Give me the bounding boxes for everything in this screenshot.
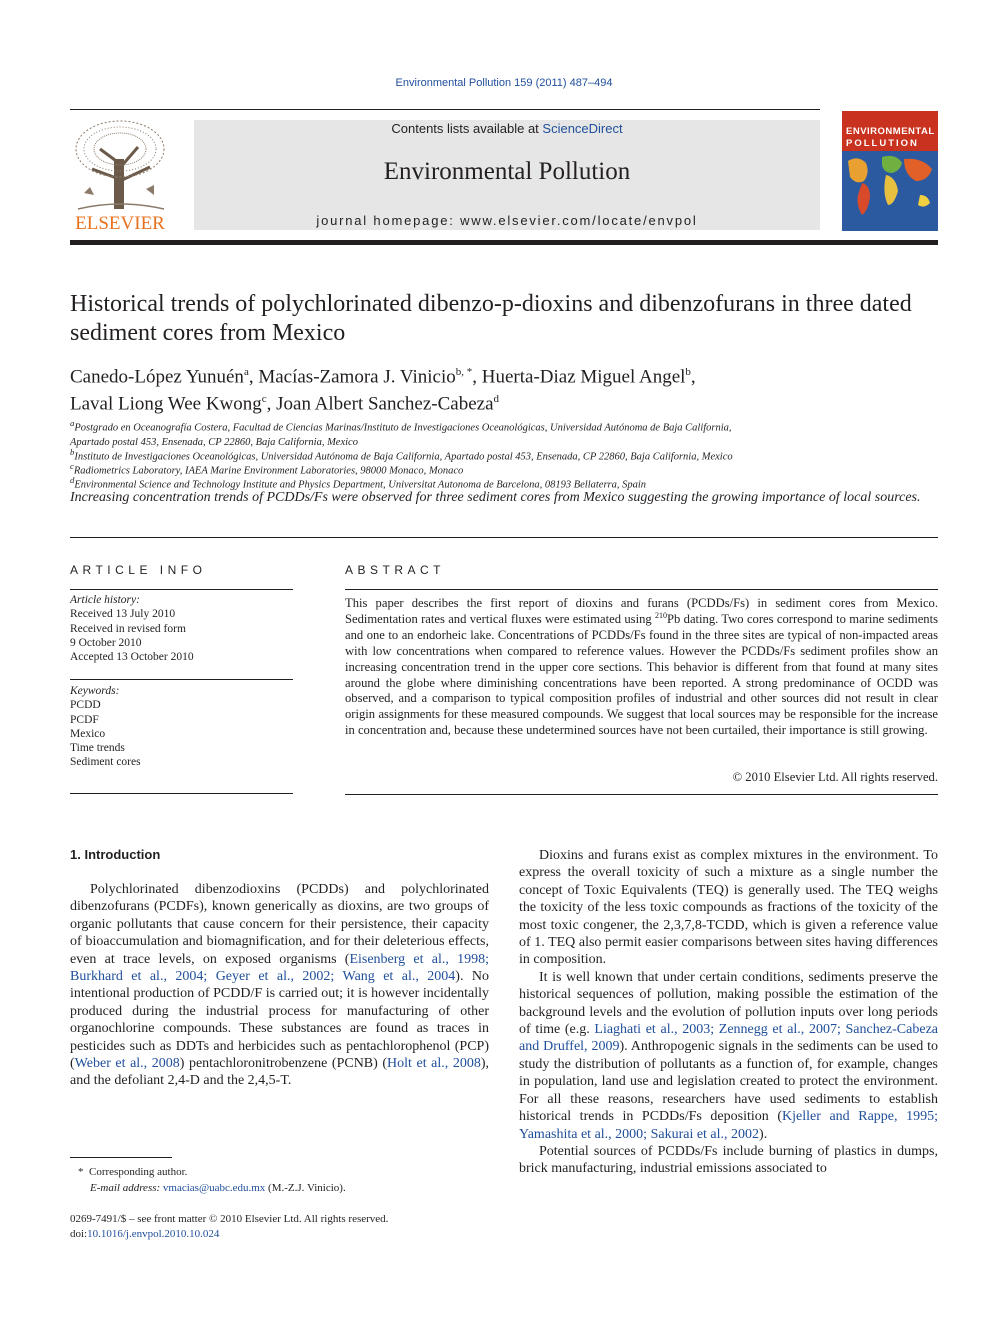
affil-text: Radiometrics Laboratory, IAEA Marine Environment Laboratories, 98000 Monaco, Monaco bbox=[73, 465, 464, 477]
history-item: Received 13 July 2010 bbox=[70, 608, 176, 621]
keyword-item: PCDF bbox=[70, 713, 99, 726]
paragraph bbox=[70, 881, 489, 1090]
email-suffix: (M.-Z.J. Vinicio). bbox=[265, 1181, 346, 1194]
affil-marker: a bbox=[70, 418, 75, 428]
author-list: Canedo-López Yunuén$^a$, Macías-Zamora J. Vinicio$^{b, *}$, Huerta-Diaz Miguel Angel$^b$, Laval Liong Wee Kwong$^c$, Joan Albert Sanchez-Cabeza$^d$ bbox=[70, 366, 696, 415]
paragraph-text: ) pentachloronitrobenzene (PCNB) ( bbox=[179, 1056, 388, 1072]
keywords-label: Keywords: bbox=[70, 685, 120, 697]
corresponding-footnote bbox=[70, 1165, 489, 1196]
paragraph-text: ), and the defoliant 2,4-D and the 2,4,5-T. bbox=[70, 1056, 489, 1089]
keyword-item: Mexico bbox=[70, 727, 106, 740]
citation-link[interactable]: Liaghati et al., 2003; Zennegg et al., 2007; Sanchez-Cabeza and Druffel, 2009 bbox=[519, 1022, 938, 1055]
keywords-rule bbox=[70, 679, 293, 680]
abstract-rule bbox=[345, 589, 938, 590]
keyword-item: PCDD bbox=[70, 699, 101, 712]
author-affil-marker: a bbox=[243, 366, 249, 378]
affil-marker: c bbox=[70, 461, 74, 471]
issn-block bbox=[70, 1212, 520, 1241]
author-name[interactable]: Macías-Zamora J. Vinicio bbox=[258, 366, 456, 388]
email-link[interactable]: vmacias@uabc.edu.mx bbox=[162, 1181, 266, 1194]
affil-text: Apartado postal 453, Ensenada, CP 22860, Baja California, Mexico bbox=[70, 436, 358, 448]
keyword-item: Time trends bbox=[70, 742, 125, 755]
keywords-block bbox=[70, 684, 293, 770]
affil-text: Postgrado en Oceanografía Costera, Facultad de Ciencias Marinas/Instituto de Investigaciones Oceanológicas, Universidad Autónoma de Baja California, bbox=[74, 422, 732, 434]
front-matter-line: 0269-7491/$ – see front matter © 2010 Elsevier Ltd. All rights reserved. bbox=[70, 1213, 389, 1225]
body-left-column bbox=[70, 881, 489, 1090]
header-thick-rule bbox=[70, 240, 938, 245]
author-name[interactable]: Joan Albert Sanchez-Cabeza bbox=[276, 393, 494, 415]
article-info-bottom-rule bbox=[70, 793, 293, 794]
homepage-prefix: journal homepage: bbox=[316, 213, 461, 228]
history-item: Received in revised form bbox=[70, 622, 186, 635]
cover-title bbox=[846, 126, 936, 150]
paragraph-text: Polychlorinated dibenzodioxins (PCDDs) and polychlorinated dibenzofurans (PCDFs), known generically as dioxins, are two groups of organic pollutants that cause concern for their persistence, their capacity of bioaccumulation and biomagnification, and for their deleterious effects, even at trace levels, on exposed organisms ( bbox=[70, 882, 489, 967]
author-name[interactable]: Laval Liong Wee Kwong bbox=[70, 393, 262, 415]
corresponding-label: Corresponding author. bbox=[89, 1166, 188, 1178]
journal-name: Environmental Pollution bbox=[383, 158, 631, 185]
sciencedirect-link[interactable]: ScienceDirect bbox=[542, 121, 623, 136]
affil-text: Instituto de Investigaciones Oceanológicas, Universidad Autónoma de Baja California, Apartado postal 453, Ensenada, CP 22860, Baja California, Mexico bbox=[74, 451, 733, 463]
paragraph-text: Potential sources of PCDDs/Fs include burning of plastics in dumps, brick manufacturing, industrial emissions associated to bbox=[519, 1143, 938, 1177]
affil-marker: d bbox=[70, 475, 75, 485]
paragraph-text: It is well known that under certain conditions, sediments preserve the historical sequences of pollution, making possible the estimation of the background levels and the evolution of pollution inputs over long periods of time (e.g. bbox=[519, 969, 938, 1038]
body-right-column bbox=[519, 847, 938, 1178]
elsevier-wordmark: ELSEVIER bbox=[75, 213, 165, 231]
homepage-url[interactable]: www.elsevier.com/locate/envpol bbox=[460, 213, 698, 228]
paragraph bbox=[519, 847, 938, 969]
history-item: Accepted 13 October 2010 bbox=[70, 651, 194, 664]
author-affil-marker: b, * bbox=[455, 366, 473, 378]
elsevier-logo[interactable] bbox=[70, 119, 170, 231]
article-history bbox=[70, 593, 293, 664]
citation-link[interactable]: Weber et al., 2008 bbox=[74, 1056, 180, 1072]
author-name[interactable]: Huerta-Diaz Miguel Angel bbox=[481, 366, 686, 388]
history-label: Article history: bbox=[70, 594, 140, 606]
article-title: Historical trends of polychlorinated dibenzo-p-dioxins and dibenzofurans in three dated sediment cores from Mexico bbox=[70, 291, 912, 346]
abstract-bottom-rule bbox=[345, 794, 938, 795]
graphical-highlight: Increasing concentration trends of PCDDs/Fs were observed for three sediment cores from Mexico suggesting the growing importance of local sources. bbox=[70, 490, 921, 505]
keyword-item: Sediment cores bbox=[70, 756, 141, 769]
affil-marker: b bbox=[70, 447, 75, 457]
author-affil-marker: d bbox=[493, 393, 500, 406]
affil-text: Environmental Science and Technology Institute and Physics Department, Universitat Autonoma de Barcelona, 08193 Bellaterra, Spain bbox=[74, 479, 647, 491]
doi-prefix: doi: bbox=[70, 1227, 88, 1240]
abstract-text bbox=[345, 596, 938, 739]
abstract-heading: ABSTRACT bbox=[345, 563, 446, 577]
author-affil-marker: c bbox=[261, 393, 267, 406]
abstract-text-part: This paper describes the first report of dioxins and furans (PCDDs/Fs) in sediment cores from Mexico. Sedimentation rates and vertical fluxes were estimated using bbox=[345, 596, 938, 626]
article-info-heading: ARTICLE INFO bbox=[70, 563, 207, 577]
section-heading: 1. Introduction bbox=[70, 847, 161, 862]
paragraph-text: ). Anthropogenic signals in the sediments can be used to study the distribution of pollutants as a function of, for example, changes in population, land use and legislation created to protect the environment. For all these reasons, researchers have used sediments to establish historical trends in PCDDs/Fs deposition ( bbox=[519, 1039, 938, 1125]
citation-link[interactable]: Eisenberg et al., 1998; Burkhard et al., 2004; Geyer et al., 2002; Wang et al., 2004 bbox=[70, 951, 489, 985]
author-name[interactable]: Canedo-López Yunuén bbox=[70, 366, 244, 388]
article-info-rule bbox=[70, 589, 293, 590]
journal-citation[interactable]: Environmental Pollution 159 (2011) 487–494 bbox=[395, 77, 613, 89]
paragraph-text: Dioxins and furans exist as complex mixtures in the environment. To express the overall toxicity of such a mixture as a single number the concept of Toxic Equivalents (TEQ) is generally used. The TEQ weighs the toxicity of the less toxic compounds as fractions of the toxicity of the most toxic congener, the 2,3,7,8-TCDD, which is given a reference value of 1. TEQ also permit easier comparisons between sites having differences in composition. bbox=[519, 848, 938, 968]
contents-line bbox=[194, 121, 820, 136]
paragraph-text: ). No intentional production of PCDD/F is carried out; it is however incidentally produced during the industrial process for manufacturing of other organochlorine compounds. These substances are found as traces in pesticides such as DDTs and herbicides such as pentachlorophenol (PCP) ( bbox=[70, 969, 490, 1072]
journal-homepage bbox=[194, 213, 820, 228]
paragraph-text: ). bbox=[759, 1126, 768, 1142]
doi-link[interactable]: 10.1016/j.envpol.2010.10.024 bbox=[87, 1227, 220, 1240]
elsevier-tree-icon bbox=[70, 119, 170, 231]
email-label: E-mail address: bbox=[90, 1181, 163, 1194]
contents-prefix: Contents lists available at bbox=[391, 121, 543, 136]
footnote-rule bbox=[70, 1157, 172, 1158]
cover-title-line2: POLLUTION bbox=[846, 138, 919, 149]
title-block-rule bbox=[70, 537, 938, 538]
history-item: 9 October 2010 bbox=[70, 636, 142, 649]
abstract-text-part: Pb dating. Two cores correspond to marine sediments and one to an endorheic lake. Concentrations of PCDDs/Fs found in the three sites are typical of non-impacted areas with low concentrations when compared to reference values. However the PCDDs/Fs sediment profiles show an increasing concentration trend in the upper core sections. This behavior is different from that found at many sites around the globe where diminishing concentrations have been reported. A strong predominance of OCDD was observed, and a comparison to typical composition profiles of industrial and other sources did not result in clear origin assignments for these measured compounds. We suggest that local sources may be responsible for the increase in concentration and, because these undetermined sources have not been curtailed, their importance is still growing. bbox=[345, 611, 938, 738]
citation-link[interactable]: Kjeller and Rappe, 1995; Yamashita et al., 2000; Sakurai et al., 2002 bbox=[519, 1109, 938, 1142]
header-rule bbox=[70, 109, 820, 110]
cover-title-line1: ENVIRONMENTAL bbox=[846, 126, 935, 137]
abstract-copyright: © 2010 Elsevier Ltd. All rights reserved. bbox=[732, 770, 938, 784]
paragraph bbox=[519, 969, 938, 1143]
footnote-marker: * bbox=[78, 1166, 84, 1178]
citation-link[interactable]: Holt et al., 2008 bbox=[387, 1056, 481, 1072]
paragraph bbox=[519, 1143, 938, 1178]
isotope-superscript: 210 bbox=[655, 610, 668, 620]
author-affil-marker: b bbox=[685, 366, 691, 378]
